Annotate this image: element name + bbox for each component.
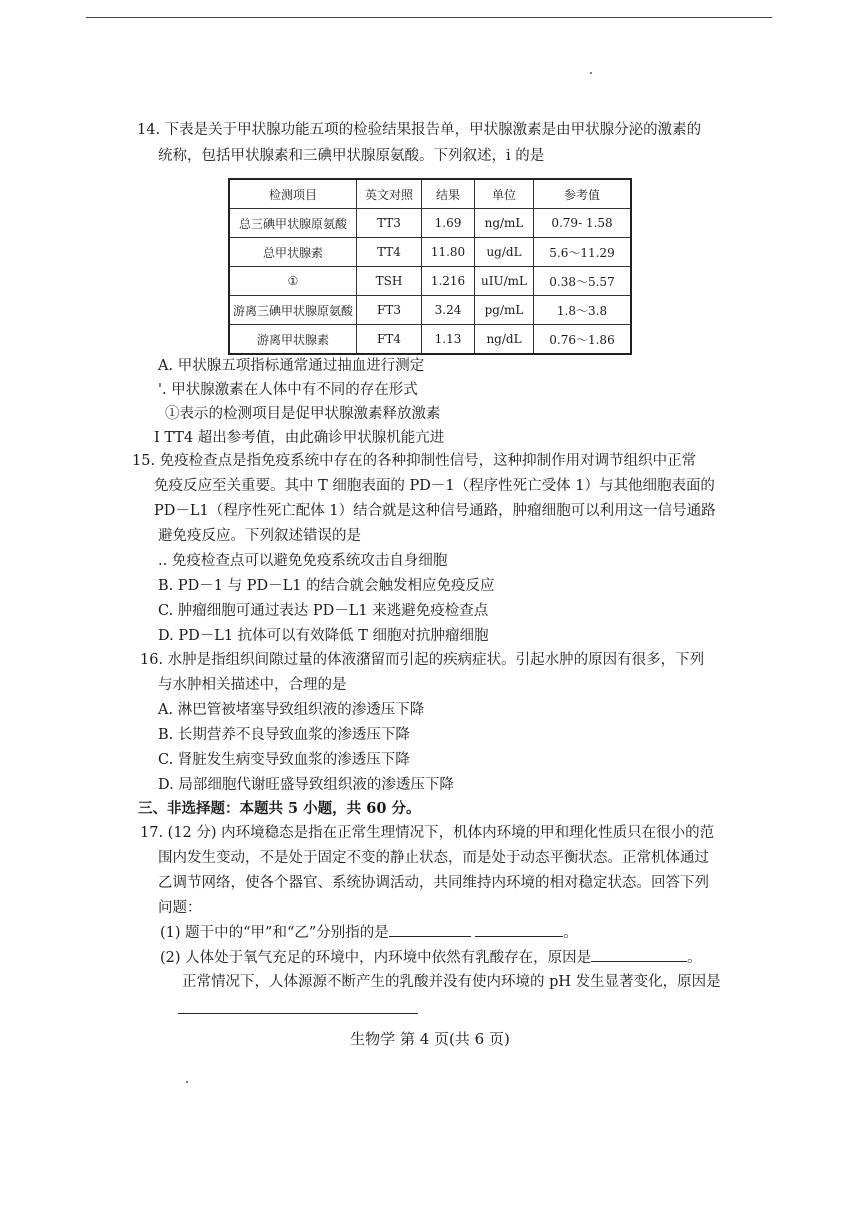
q17-sub2-text: (2) 人体处于氧气充足的环境中，内环境中依然有乳酸存在，原因是 (160, 950, 592, 966)
header-rule (86, 17, 772, 18)
table-cell: TT4 (357, 238, 422, 267)
table-row (229, 238, 631, 267)
table-cell: 游离三碘甲状腺原氨酸 (229, 296, 357, 325)
table-cell: 3.24 (422, 296, 475, 325)
table-cell: 1.69 (422, 209, 475, 238)
speck (186, 1081, 188, 1083)
q14-option-a: A. 甲状腺五项指标通常通过抽血进行测定 (158, 358, 425, 374)
q17-stem-line-3: 乙调节网络，使各个器官、系统协调活动，共同维持内环境的相对稳定状态。回答下列 (158, 875, 709, 891)
q15-stem-line-1: 15. 免疫检查点是指免疫系统中存在的各种抑制性信号，这种抑制作用对调节组织中正常 (132, 453, 697, 469)
page-footer: 生物学 第 4 页(共 6 页) (350, 1030, 510, 1048)
table-cell: FT3 (357, 296, 422, 325)
q16-option-b: B. 长期营养不良导致血浆的渗透压下降 (158, 727, 410, 743)
q17-sub2-end: 。 (687, 950, 702, 966)
table-cell: 1.13 (422, 325, 475, 355)
table-cell: uIU/mL (475, 267, 534, 296)
q15-stem-line-4: 避免疫反应。下列叙述错误的是 (158, 528, 361, 544)
q16-stem-line-2: 与水肿相关描述中，合理的是 (158, 677, 347, 693)
table-cell: 0.79- 1.58 (534, 209, 632, 238)
table-cell: FT4 (357, 325, 422, 355)
table-header-cell: 英文对照 (357, 179, 422, 209)
table-cell: 1.8～3.8 (534, 296, 632, 325)
q17-stem-line-4: 问题： (158, 900, 202, 916)
table-cell: 总甲状腺素 (229, 238, 357, 267)
table-cell: 总三碘甲状腺原氨酸 (229, 209, 357, 238)
table-cell: ug/dL (475, 238, 534, 267)
q14-option-d: I TT4 超出参考值，由此确诊甲状腺机能亢进 (154, 430, 445, 446)
section-heading: 三、非选择题：本题共 5 小题，共 60 分。 (138, 800, 421, 817)
thyroid-report-table (228, 178, 632, 355)
q17-sub1-text: (1) 题干中的“甲”和“乙”分别指的是 (160, 925, 389, 941)
table-cell: 11.80 (422, 238, 475, 267)
answer-line[interactable] (178, 1013, 418, 1014)
table-header-cell: 检测项目 (229, 179, 357, 209)
q15-stem-line-2: 免疫反应至关重要。其中 T 细胞表面的 PD－1（程序性死亡受体 1）与其他细胞表面的 (154, 478, 715, 494)
table-cell: ng/mL (475, 209, 534, 238)
q15-option-d: D. PD－L1 抗体可以有效降低 T 细胞对抗肿瘤细胞 (158, 628, 489, 644)
q15-option-a: .. 免疫检查点可以避免免疫系统攻击自身细胞 (158, 553, 448, 569)
table-cell: TSH (357, 267, 422, 296)
table-row (229, 296, 631, 325)
q17-sub2-continuation: 正常情况下，人体源源不断产生的乳酸并没有使内环境的 pH 发生显著变化，原因是 (182, 974, 721, 990)
q15-option-b: B. PD－1 与 PD－L1 的结合就会触发相应免疫反应 (158, 578, 495, 594)
q16-stem-line-1: 16. 水肿是指组织间隙过量的体液潴留而引起的疾病症状。引起水肿的原因有很多，下列 (140, 652, 705, 668)
q15-stem-line-3: PD－L1（程序性死亡配体 1）结合就是这种信号通路，肿瘤细胞可以利用这一信号通路 (154, 503, 716, 519)
q17-subquestion-1 (160, 922, 578, 943)
table-cell: pg/mL (475, 296, 534, 325)
speck (590, 72, 592, 74)
table-header-cell: 参考值 (534, 179, 632, 209)
answer-blank[interactable] (389, 922, 471, 937)
table-row (229, 209, 631, 238)
table-cell: TT3 (357, 209, 422, 238)
table-header-row (229, 179, 631, 209)
table-row (229, 325, 631, 355)
table-header-cell: 结果 (422, 179, 475, 209)
q16-option-c: C. 肾脏发生病变导致血浆的渗透压下降 (158, 752, 410, 768)
table-row (229, 267, 631, 296)
q17-sub1-end: 。 (563, 925, 578, 941)
q14-stem-line-1: 14. 下表是关于甲状腺功能五项的检验结果报告单，甲状腺激素是由甲状腺分泌的激素的 (137, 122, 702, 138)
q14-option-b: '. 甲状腺激素在人体中有不同的存在形式 (158, 382, 418, 398)
table-cell: 0.76～1.86 (534, 325, 632, 355)
answer-blank[interactable] (591, 947, 687, 962)
q17-subquestion-2 (160, 947, 702, 968)
q17-stem-line-2: 围内发生变动，不是处于固定不变的静止状态，而是处于动态平衡状态。正常机体通过 (158, 850, 709, 866)
table-cell: ① (229, 267, 357, 296)
q17-stem-line-1: 17. (12 分) 内环境稳态是指在正常生理情况下，机体内环境的甲和理化性质只在很小的范 (140, 825, 715, 841)
table-cell: 5.6～11.29 (534, 238, 632, 267)
q14-stem-line-2: 统称，包括甲状腺素和三碘甲状腺原氨酸。下列叙述，i 的是 (158, 148, 545, 164)
q16-option-d: D. 局部细胞代谢旺盛导致组织液的渗透压下降 (158, 777, 454, 793)
q16-option-a: A. 淋巴管被堵塞导致组织液的渗透压下降 (158, 702, 425, 718)
table-cell: 游离甲状腺素 (229, 325, 357, 355)
table-cell: 1.216 (422, 267, 475, 296)
answer-blank[interactable] (475, 922, 563, 937)
table-cell: 0.38～5.57 (534, 267, 632, 296)
table-cell: ng/dL (475, 325, 534, 355)
q15-option-c: C. 肿瘤细胞可通过表达 PD－L1 来逃避免疫检查点 (158, 603, 489, 619)
table-header-cell: 单位 (475, 179, 534, 209)
q14-option-c: ①表示的检测项目是促甲状腺激素释放激素 (165, 406, 441, 422)
